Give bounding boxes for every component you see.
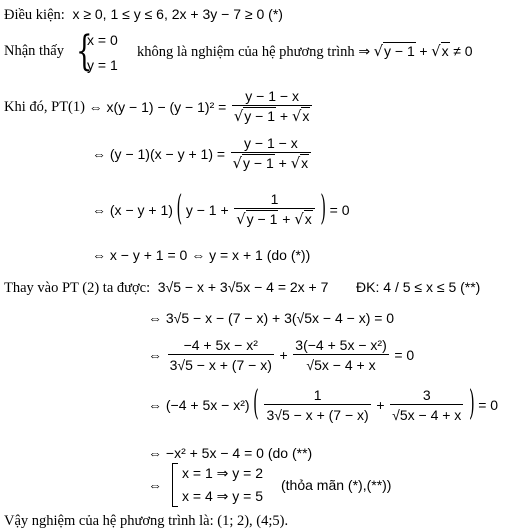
pt1-lhs: ⇔ x(y − 1) − (y − 1)² = xyxy=(88,99,227,115)
line-result-y: ⇔ x − y + 1 = 0 ⇔ y = x + 1 (do (*)) xyxy=(92,247,311,263)
line-condition xyxy=(4,7,283,23)
solution-note: (thỏa mãn (*),(**)) xyxy=(281,477,392,493)
plus-sign: + xyxy=(376,397,385,414)
line-rearranged: ⇔ 3√5 − x − (7 − x) + 3(√5x − 4 − x) = 0 xyxy=(148,310,395,326)
condition-expr: x ≥ 0, 1 ≤ y ≤ 6, 2x + 3y − 7 ≥ 0 (*) xyxy=(72,6,283,22)
factored-lhs: ⇔ (−4 + 5x − x²) xyxy=(148,397,250,414)
solution-bracket xyxy=(172,463,178,507)
factor-fraction: $\frac{y - 1 - x}{√y - 1 + √x}$ xyxy=(231,135,311,173)
grouped-rhs: = 0 xyxy=(329,202,350,218)
factored-fraction-1: $\frac{1}{3√5 - x + (7 - x)}$ xyxy=(266,387,369,424)
equiv-sign: ⇔ xyxy=(148,477,162,493)
pt1-label: Khi đó, PT(1) xyxy=(4,98,85,115)
condition-label: Điều kiện: xyxy=(4,7,65,23)
conjugate-fraction-1: $\frac{\text{−4 + 5x − x²}}{3√5 - x + (7 - x)}$ xyxy=(169,337,272,374)
system-row-1: x = 0 xyxy=(87,32,118,48)
grouped-fraction: $\frac{1}{√y - 1 + √x}$ xyxy=(234,191,314,229)
equiv-sign: ⇔ xyxy=(148,347,162,364)
line-grouped xyxy=(92,191,350,229)
conjugate-fraction-2: $\frac{\text{3(−4 + 5x − x²)}}{√5x - 4 + x}$ xyxy=(295,337,387,374)
plus-sign: + xyxy=(419,43,428,59)
observation-text: không là nghiệm của hệ phương trình xyxy=(137,44,355,60)
substitute-label: Thay vào PT (2) ta được: xyxy=(4,280,151,296)
line-substitute xyxy=(4,280,480,296)
system-brace: { xyxy=(76,28,93,76)
solution-row-2: x = 4 ⇒ y = 5 xyxy=(182,488,263,504)
line-conjugate xyxy=(148,337,414,373)
sqrt-y-minus-1: √y − 1 xyxy=(373,43,415,60)
line-pt1 xyxy=(4,88,314,126)
solution-row-1: x = 1 ⇒ y = 2 xyxy=(182,465,263,481)
implies-arrow: ⇒ xyxy=(358,43,371,59)
line-factored xyxy=(148,387,498,423)
left-paren: ( xyxy=(253,385,259,424)
domain-condition: ĐK: 4 / 5 ≤ x ≤ 5 (**) xyxy=(356,279,481,295)
right-paren: ) xyxy=(320,190,327,229)
left-paren: ( xyxy=(176,190,183,229)
line-observation xyxy=(4,44,64,59)
line-conclusion: Vậy nghiệm của hệ phương trình là: (1; 2), (4;5). xyxy=(4,513,289,529)
factored-fraction-2: $\frac{3}{√5x - 4 + x}$ xyxy=(392,387,462,424)
conjugate-rhs: = 0 xyxy=(394,347,415,364)
substitute-eq: 3√5 − x + 3√5x − 4 = 2x + 7 xyxy=(157,279,329,295)
line-factor xyxy=(92,135,313,173)
not-equal-zero: ≠ 0 xyxy=(453,43,473,59)
grouped-lhs: ⇔ (x − y + 1) xyxy=(92,202,173,218)
plus-sign: + xyxy=(279,347,288,364)
system-row-2: y = 1 xyxy=(87,57,118,73)
observation-rest xyxy=(137,44,473,60)
sqrt-x: √x xyxy=(431,43,449,60)
observation-label: Nhận thấy xyxy=(4,43,64,59)
grouped-inner: y − 1 + xyxy=(185,202,229,218)
factor-lhs: ⇔ (y − 1)(x − y + 1) = xyxy=(92,146,226,162)
line-quadratic: ⇔ −x² + 5x − 4 = 0 (do (**) xyxy=(148,445,313,461)
right-paren: ) xyxy=(468,385,475,424)
factored-rhs: = 0 xyxy=(478,397,499,414)
pt1-fraction: $\frac{y - 1 - x}{√y - 1 + √x}$ xyxy=(232,88,312,126)
